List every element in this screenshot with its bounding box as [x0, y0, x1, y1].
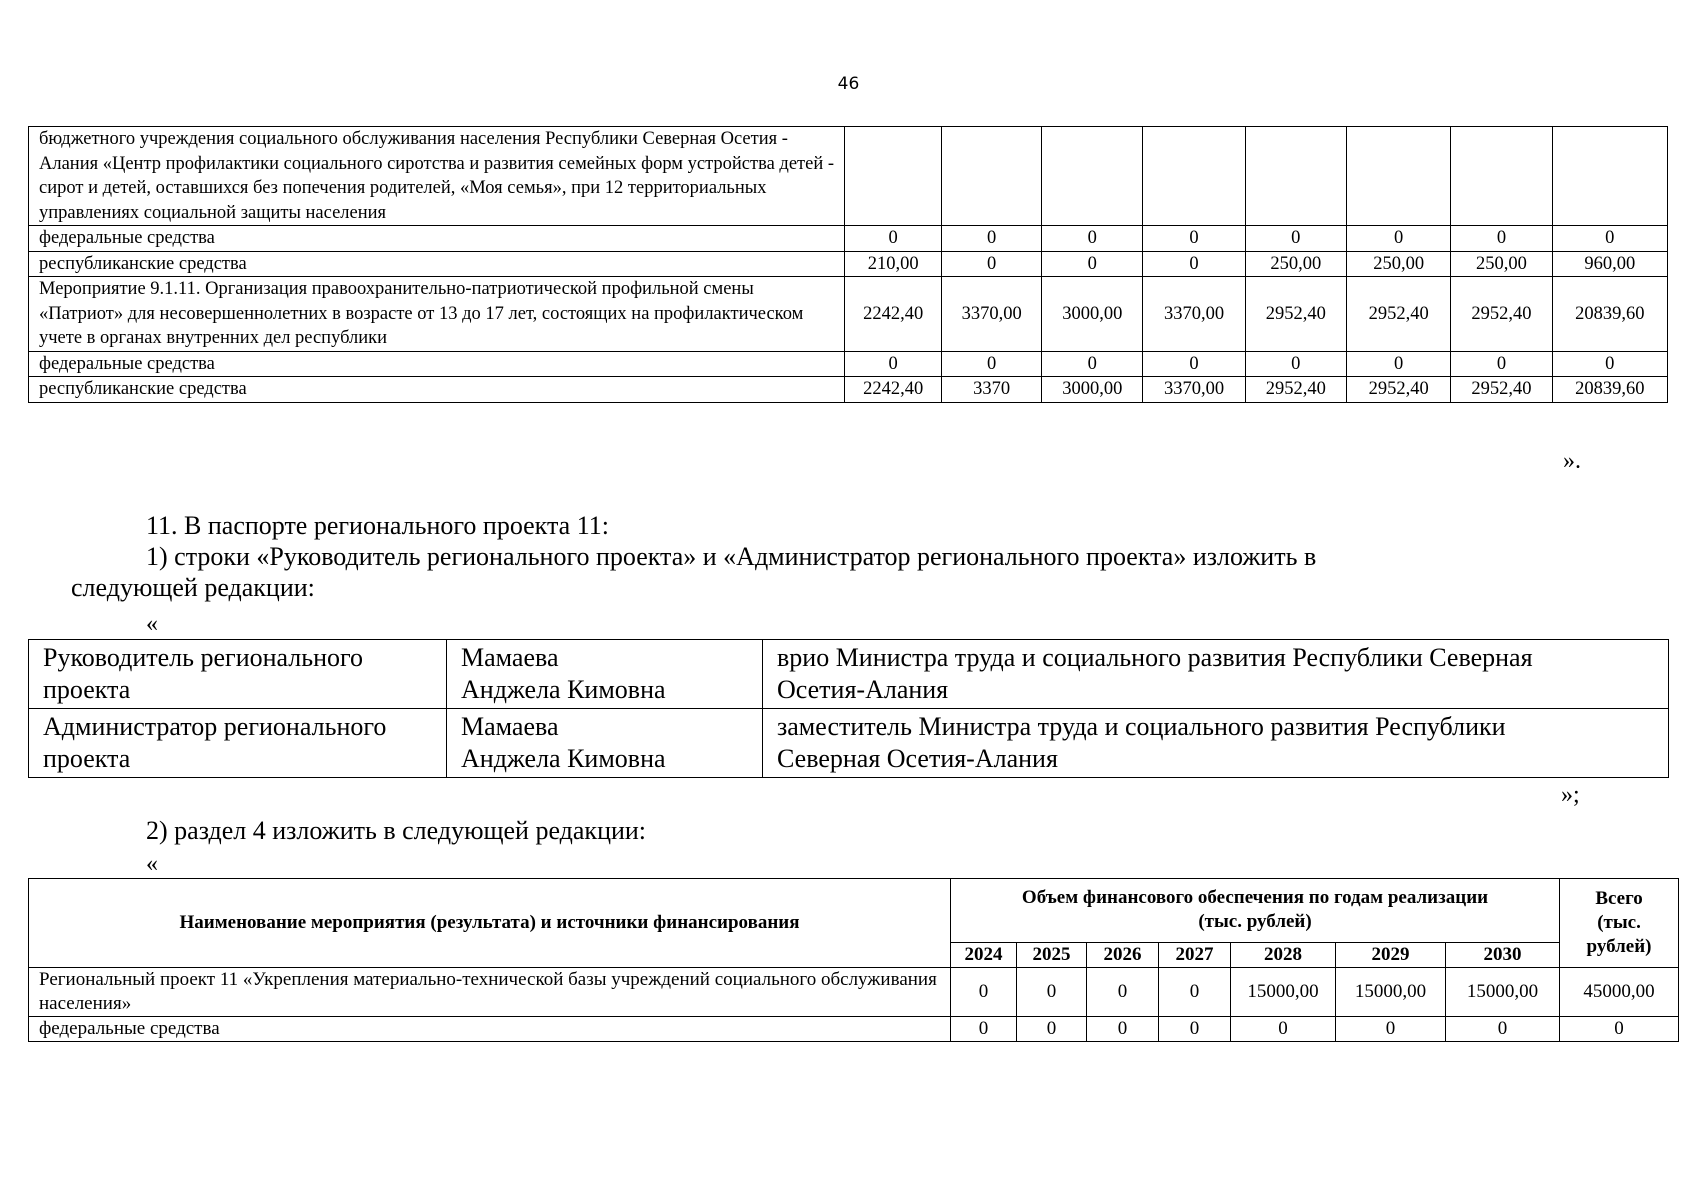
value-cell: 0 [1346, 351, 1450, 377]
value-cell: 3000,00 [1042, 277, 1143, 352]
value-cell [845, 127, 942, 226]
value-cell: 0 [942, 351, 1042, 377]
role-cell: Руководитель регионального проекта [29, 640, 447, 709]
table-row [29, 1017, 1679, 1042]
value-cell: 0 [1087, 968, 1159, 1017]
row-name: бюджетного учреждения социального обслуживания населения Республики Северная Осетия - Алания «Центр профилактики социального сиротства и развития семейных форм устройства детей - сирот и детей, оставшихся без попечения родителей, «Моя семья», при 12 территориальных управлениях социальной защиты населения [29, 127, 845, 226]
header-row [29, 879, 1679, 943]
person-cell: Мамаева Анджела Кимовна [447, 640, 763, 709]
paragraph-2: 2) раздел 4 изложить в следующей редакции: [146, 816, 647, 845]
value-cell: 250,00 [1451, 251, 1552, 277]
value-cell: 0 [1451, 351, 1552, 377]
row-name: федеральные средства [29, 1017, 951, 1042]
value-cell: 0 [1346, 226, 1450, 252]
value-cell: 3370 [942, 377, 1042, 403]
value-cell: 0 [1560, 1017, 1679, 1042]
year-header: 2026 [1087, 942, 1159, 967]
value-cell: 0 [1017, 968, 1087, 1017]
value-cell: 0 [1552, 226, 1667, 252]
value-cell: 0 [1336, 1017, 1446, 1042]
value-cell: 2952,40 [1346, 277, 1450, 352]
value-cell: 0 [951, 1017, 1017, 1042]
value-cell: 3370,00 [942, 277, 1042, 352]
value-cell: 15000,00 [1446, 968, 1560, 1017]
header-volume: Объем финансового обеспечения по годам реализации (тыс. рублей) [951, 879, 1560, 943]
value-cell: 960,00 [1552, 251, 1667, 277]
page-number: 46 [837, 74, 860, 94]
table-row [29, 968, 1679, 1017]
value-cell: 0 [1087, 1017, 1159, 1042]
value-cell: 2952,40 [1346, 377, 1450, 403]
value-cell: 2952,40 [1245, 277, 1346, 352]
value-cell: 0 [1143, 226, 1245, 252]
value-cell [1245, 127, 1346, 226]
table-row [29, 709, 1669, 778]
year-header: 2027 [1159, 942, 1231, 967]
paragraph-11: 11. В паспорте регионального проекта 11: [146, 511, 609, 540]
role-cell: Администратор регионального проекта [29, 709, 447, 778]
year-header: 2029 [1336, 942, 1446, 967]
value-cell: 0 [951, 968, 1017, 1017]
value-cell: 0 [845, 351, 942, 377]
opening-quote: « [146, 611, 158, 637]
paragraph-1-line1: 1) строки «Руководитель регионального проекта» и «Администратор регионального проекта» изложить в [146, 542, 1317, 571]
value-cell: 0 [1446, 1017, 1560, 1042]
row-name: республиканские средства [29, 377, 845, 403]
value-cell: 0 [1042, 226, 1143, 252]
table-row [29, 377, 1668, 403]
table-row [29, 351, 1668, 377]
position-cell: заместитель Министра труда и социального развития Республики Северная Осетия-Алания [763, 709, 1669, 778]
value-cell: 20839,60 [1552, 277, 1667, 352]
paragraph-1-line2: следующей редакции: [71, 573, 315, 602]
value-cell: 0 [1245, 351, 1346, 377]
value-cell: 2242,40 [845, 277, 942, 352]
value-cell [942, 127, 1042, 226]
row-name: федеральные средства [29, 351, 845, 377]
value-cell: 0 [1552, 351, 1667, 377]
value-cell: 2952,40 [1451, 277, 1552, 352]
row-name: федеральные средства [29, 226, 845, 252]
year-header: 2024 [951, 942, 1017, 967]
header-name: Наименование мероприятия (результата) и источники финансирования [29, 879, 951, 968]
opening-quote: « [146, 851, 158, 877]
value-cell: 250,00 [1346, 251, 1450, 277]
value-cell: 0 [942, 251, 1042, 277]
value-cell: 210,00 [845, 251, 942, 277]
value-cell: 0 [1042, 251, 1143, 277]
value-cell: 0 [1159, 1017, 1231, 1042]
value-cell: 3370,00 [1143, 377, 1245, 403]
table-row [29, 640, 1669, 709]
value-cell: 0 [1159, 968, 1231, 1017]
year-header: 2030 [1446, 942, 1560, 967]
value-cell: 2952,40 [1245, 377, 1346, 403]
value-cell: 0 [1231, 1017, 1336, 1042]
value-cell: 0 [1042, 351, 1143, 377]
table-row [29, 251, 1668, 277]
value-cell: 0 [1143, 251, 1245, 277]
value-cell: 250,00 [1245, 251, 1346, 277]
year-header: 2025 [1017, 942, 1087, 967]
value-cell [1451, 127, 1552, 226]
closing-quote: ». [1563, 448, 1581, 474]
value-cell: 15000,00 [1231, 968, 1336, 1017]
person-cell: Мамаева Анджела Кимовна [447, 709, 763, 778]
value-cell: 45000,00 [1560, 968, 1679, 1017]
value-cell: 0 [1451, 226, 1552, 252]
closing-quote: »; [1561, 782, 1580, 808]
row-name: республиканские средства [29, 251, 845, 277]
value-cell: 0 [942, 226, 1042, 252]
value-cell: 0 [1245, 226, 1346, 252]
row-name: Мероприятие 9.1.11. Организация правоохранительно-патриотической профильной смены «Патриот» для несовершеннолетних в возрасте от 13 до 17 лет, состоящих на профилактическом учете в органах внутренних дел республики [29, 277, 845, 352]
position-cell: врио Министра труда и социального развития Республики Северная Осетия-Алания [763, 640, 1669, 709]
value-cell [1346, 127, 1450, 226]
value-cell [1042, 127, 1143, 226]
value-cell: 0 [845, 226, 942, 252]
value-cell [1552, 127, 1667, 226]
table-row [29, 226, 1668, 252]
section4-financing-table [28, 878, 1679, 1042]
value-cell [1143, 127, 1245, 226]
table-row [29, 277, 1668, 352]
value-cell: 2952,40 [1451, 377, 1552, 403]
value-cell: 0 [1017, 1017, 1087, 1042]
header-total: Всего (тыс. рублей) [1560, 879, 1679, 968]
value-cell: 2242,40 [845, 377, 942, 403]
year-header: 2028 [1231, 942, 1336, 967]
value-cell: 0 [1143, 351, 1245, 377]
table-row [29, 127, 1668, 226]
row-name: Региональный проект 11 «Укрепления материально-технической базы учреждений социального обслуживания населения» [29, 968, 951, 1017]
financing-table-continued [28, 126, 1668, 403]
project-roles-table [28, 639, 1669, 778]
value-cell: 20839,60 [1552, 377, 1667, 403]
value-cell: 3370,00 [1143, 277, 1245, 352]
value-cell: 3000,00 [1042, 377, 1143, 403]
value-cell: 15000,00 [1336, 968, 1446, 1017]
